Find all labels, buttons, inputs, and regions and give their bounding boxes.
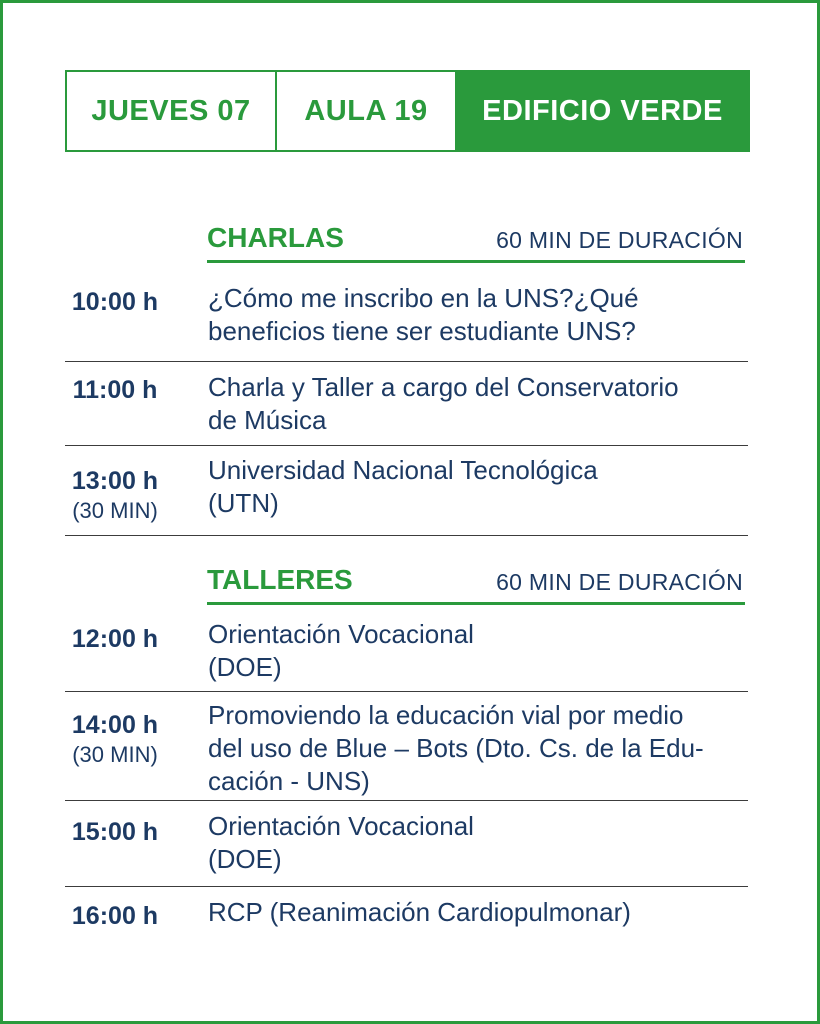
row-description: Universidad Nacional Tecnológica (UTN): [208, 455, 598, 518]
row-time: 16:00 h: [71, 902, 159, 930]
talleres-duration: 60 MIN DE DURACIÓN: [496, 569, 743, 595]
row-description: Promoviendo la educación vial por medio del uso de Blue – Bots (Dto. Cs. de la Edu- cación - UNS): [208, 700, 704, 796]
schedule-row: [65, 445, 748, 536]
schedule-row: [65, 886, 748, 946]
row-time-duration: (30 MIN): [72, 742, 158, 767]
row-description: Charla y Taller a cargo del Conservatorio de Música: [208, 372, 679, 435]
row-description: RCP (Reanimación Cardiopulmonar): [208, 897, 631, 927]
row-time: 13:00 h (30 MIN): [65, 467, 165, 524]
schedule-header: [65, 70, 750, 152]
schedule-row: [65, 272, 748, 362]
talleres-title: TALLERES: [207, 564, 353, 595]
room-label: AULA 19: [277, 72, 457, 150]
charlas-duration: 60 MIN DE DURACIÓN: [496, 227, 743, 253]
row-description: Orientación Vocacional (DOE): [208, 811, 474, 874]
row-time-duration: (30 MIN): [72, 498, 158, 523]
charlas-title: CHARLAS: [207, 222, 344, 253]
row-time: 11:00 h: [72, 376, 158, 404]
building-label: EDIFICIO VERDE: [457, 72, 748, 150]
row-description: ¿Cómo me inscribo en la UNS?¿Qué beneficios tiene ser estudiante UNS?: [208, 283, 639, 346]
row-time: 10:00 h: [71, 288, 159, 316]
day-label: JUEVES 07: [67, 72, 277, 150]
schedule-row: [65, 612, 748, 692]
row-description: Orientación Vocacional (DOE): [208, 619, 474, 682]
row-time: 14:00 h (30 MIN): [65, 711, 165, 768]
talleres-section-header: [207, 566, 745, 605]
row-time: 12:00 h: [71, 625, 159, 653]
schedule-row: [65, 691, 748, 801]
schedule-row: [65, 800, 748, 887]
schedule-row: [65, 361, 748, 446]
charlas-section-header: [207, 224, 745, 263]
row-time: 15:00 h: [71, 818, 159, 846]
